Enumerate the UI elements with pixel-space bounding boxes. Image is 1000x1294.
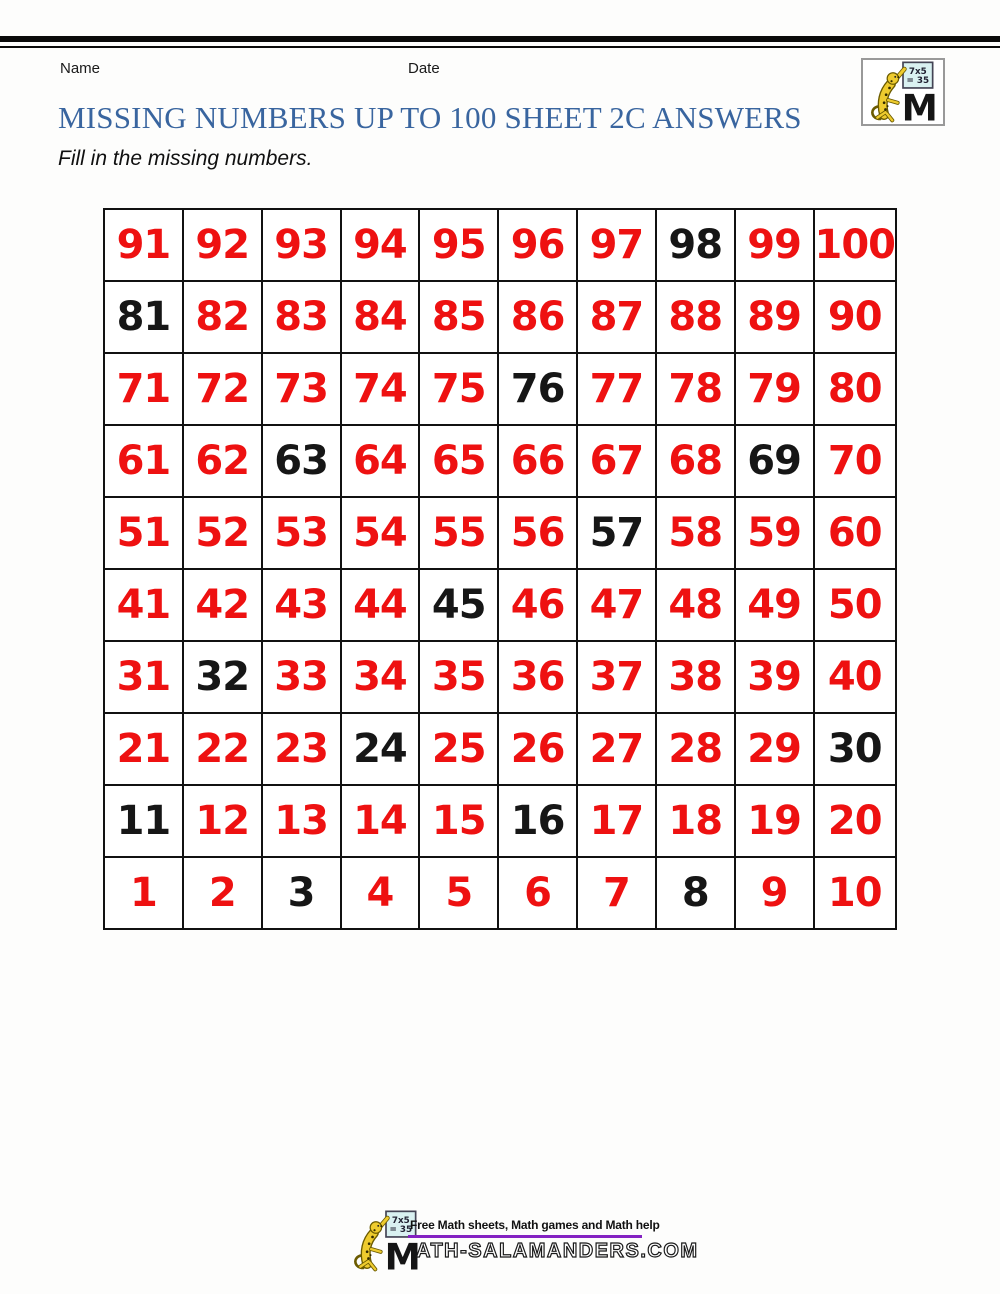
grid-cell-4: 4: [341, 857, 420, 929]
grid-cell-24: 24: [341, 713, 420, 785]
grid-cell-73: 73: [262, 353, 341, 425]
grid-cell-77: 77: [577, 353, 656, 425]
grid-cell-36: 36: [498, 641, 577, 713]
grid-cell-78: 78: [656, 353, 735, 425]
grid-cell-10: 10: [814, 857, 897, 929]
grid-cell-13: 13: [262, 785, 341, 857]
grid-cell-67: 67: [577, 425, 656, 497]
footer-branding: [352, 1210, 699, 1282]
grid-cell-43: 43: [262, 569, 341, 641]
grid-cell-86: 86: [498, 281, 577, 353]
grid-cell-58: 58: [656, 497, 735, 569]
footer-tagline: Free Math sheets, Math games and Math help: [410, 1218, 660, 1232]
grid-cell-47: 47: [577, 569, 656, 641]
grid-cell-1: 1: [104, 857, 183, 929]
grid-cell-17: 17: [577, 785, 656, 857]
grid-cell-76: 76: [498, 353, 577, 425]
grid-cell-96: 96: [498, 209, 577, 281]
grid-cell-65: 65: [419, 425, 498, 497]
grid-cell-61: 61: [104, 425, 183, 497]
grid-cell-85: 85: [419, 281, 498, 353]
grid-cell-84: 84: [341, 281, 420, 353]
grid-cell-75: 75: [419, 353, 498, 425]
grid-cell-92: 92: [183, 209, 262, 281]
grid-cell-95: 95: [419, 209, 498, 281]
grid-cell-94: 94: [341, 209, 420, 281]
grid-cell-11: 11: [104, 785, 183, 857]
grid-cell-90: 90: [814, 281, 897, 353]
grid-cell-98: 98: [656, 209, 735, 281]
grid-cell-25: 25: [419, 713, 498, 785]
grid-cell-20: 20: [814, 785, 897, 857]
grid-cell-66: 66: [498, 425, 577, 497]
grid-cell-32: 32: [183, 641, 262, 713]
top-rule-thin: [0, 46, 1000, 48]
grid-cell-16: 16: [498, 785, 577, 857]
grid-cell-82: 82: [183, 281, 262, 353]
grid-cell-88: 88: [656, 281, 735, 353]
grid-cell-71: 71: [104, 353, 183, 425]
grid-cell-6: 6: [498, 857, 577, 929]
grid-cell-53: 53: [262, 497, 341, 569]
grid-cell-38: 38: [656, 641, 735, 713]
grid-cell-22: 22: [183, 713, 262, 785]
grid-cell-5: 5: [419, 857, 498, 929]
date-label: Date: [408, 60, 440, 77]
grid-cell-57: 57: [577, 497, 656, 569]
grid-cell-46: 46: [498, 569, 577, 641]
grid-cell-19: 19: [735, 785, 814, 857]
grid-cell-91: 91: [104, 209, 183, 281]
grid-cell-3: 3: [262, 857, 341, 929]
grid-cell-7: 7: [577, 857, 656, 929]
grid-cell-55: 55: [419, 497, 498, 569]
grid-cell-21: 21: [104, 713, 183, 785]
grid-cell-87: 87: [577, 281, 656, 353]
grid-cell-56: 56: [498, 497, 577, 569]
footer-site-name: ATH-SALAMANDERS.COM: [416, 1240, 699, 1262]
grid-cell-52: 52: [183, 497, 262, 569]
grid-cell-63: 63: [262, 425, 341, 497]
grid-cell-72: 72: [183, 353, 262, 425]
grid-cell-60: 60: [814, 497, 897, 569]
grid-cell-28: 28: [656, 713, 735, 785]
grid-cell-15: 15: [419, 785, 498, 857]
grid-cell-2: 2: [183, 857, 262, 929]
grid-cell-12: 12: [183, 785, 262, 857]
grid-cell-31: 31: [104, 641, 183, 713]
top-rule-thick: [0, 36, 1000, 42]
grid-cell-30: 30: [814, 713, 897, 785]
grid-cell-83: 83: [262, 281, 341, 353]
grid-cell-62: 62: [183, 425, 262, 497]
grid-cell-70: 70: [814, 425, 897, 497]
grid-cell-59: 59: [735, 497, 814, 569]
grid-cell-44: 44: [341, 569, 420, 641]
grid-cell-42: 42: [183, 569, 262, 641]
name-label: Name: [60, 60, 101, 77]
grid-cell-48: 48: [656, 569, 735, 641]
grid-cell-49: 49: [735, 569, 814, 641]
grid-cell-40: 40: [814, 641, 897, 713]
math-salamanders-logo-box: [861, 58, 945, 126]
grid-cell-69: 69: [735, 425, 814, 497]
grid-cell-45: 45: [419, 569, 498, 641]
grid-cell-99: 99: [735, 209, 814, 281]
grid-cell-74: 74: [341, 353, 420, 425]
grid-cell-89: 89: [735, 281, 814, 353]
grid-cell-64: 64: [341, 425, 420, 497]
grid-cell-50: 50: [814, 569, 897, 641]
footer-divider: [408, 1235, 642, 1238]
grid-cell-68: 68: [656, 425, 735, 497]
grid-cell-39: 39: [735, 641, 814, 713]
grid-cell-51: 51: [104, 497, 183, 569]
grid-cell-23: 23: [262, 713, 341, 785]
grid-cell-93: 93: [262, 209, 341, 281]
grid-cell-54: 54: [341, 497, 420, 569]
grid-cell-33: 33: [262, 641, 341, 713]
grid-cell-18: 18: [656, 785, 735, 857]
hundred-number-grid: [103, 208, 897, 930]
grid-cell-9: 9: [735, 857, 814, 929]
grid-cell-14: 14: [341, 785, 420, 857]
grid-cell-8: 8: [656, 857, 735, 929]
grid-cell-34: 34: [341, 641, 420, 713]
grid-cell-27: 27: [577, 713, 656, 785]
grid-cell-100: 100: [814, 209, 897, 281]
grid-cell-79: 79: [735, 353, 814, 425]
grid-cell-37: 37: [577, 641, 656, 713]
grid-cell-35: 35: [419, 641, 498, 713]
instruction-text: Fill in the missing numbers.: [58, 147, 313, 170]
grid-cell-26: 26: [498, 713, 577, 785]
grid-cell-41: 41: [104, 569, 183, 641]
page-title: MISSING NUMBERS UP TO 100 SHEET 2C ANSWERS: [58, 100, 802, 135]
grid-cell-80: 80: [814, 353, 897, 425]
math-salamanders-logo-icon: [865, 61, 941, 123]
grid-cell-97: 97: [577, 209, 656, 281]
grid-cell-81: 81: [104, 281, 183, 353]
grid-cell-29: 29: [735, 713, 814, 785]
